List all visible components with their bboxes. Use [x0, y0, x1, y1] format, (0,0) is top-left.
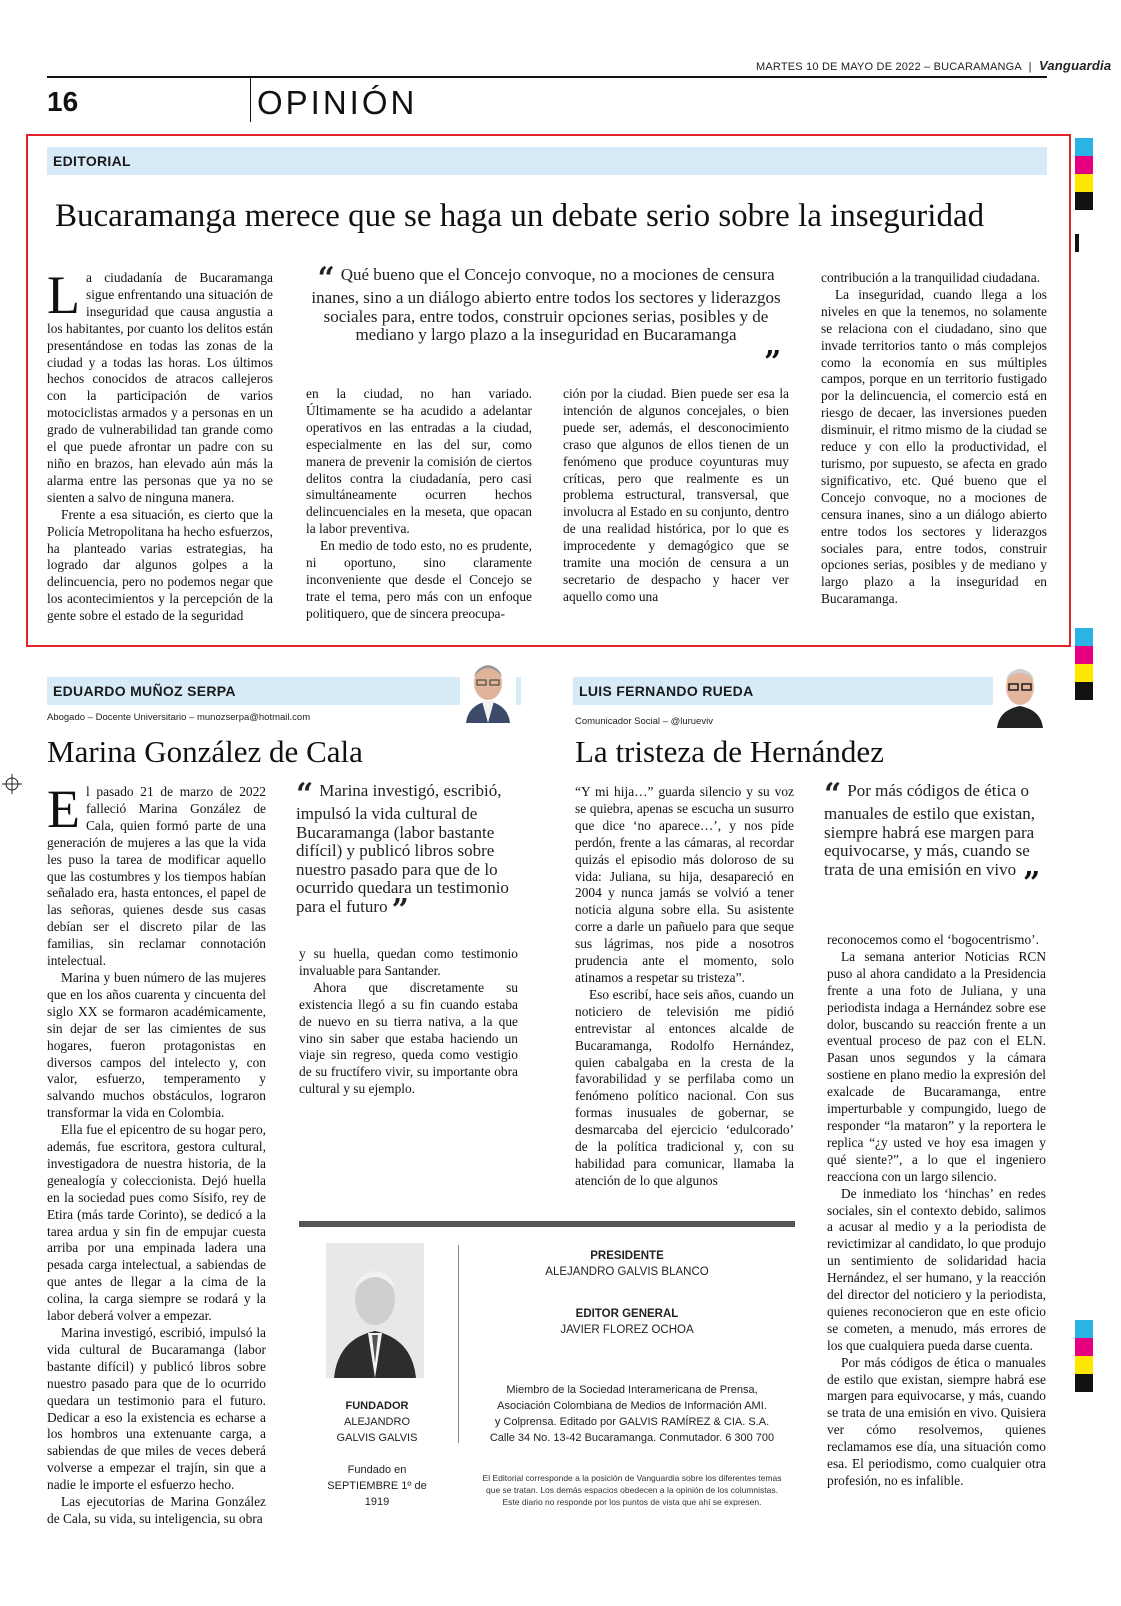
column-paragraph: Eso escribí, hace seis años, cuando un noticiero de televisión me pidió entrevistar al entonces alcalde de Bucaramanga, Rodolfo Hernández, quien cabalgaba en la cresta de la favorabilidad y se perfilaba como un fenómeno político nacional. Con sus formas inusuales de gobernar, se desmarcaba del ejercicio ‘edulcorado’ de la política tradicional y, con su habilidad para comunicar, llamaba la atención de lo que algunos [575, 986, 794, 1188]
editorial-paragraph: en la ciudad, no han variado. Últimamente se ha acudido a adelantar operativos en las entradas a la ciudad, especialmente en las del sur, como manera de prevenir la comisión de ciertos delitos contra la ciudadanía, pero casi simultáneamente ocurren hechos delincuenciales en la meseta, que opacan la labor preventiva. [306, 386, 532, 537]
editorial-paragraph: En medio de todo esto, no es prudente, ni oportuno, sino claramente inconveniente que desde el Concejo se trate el tema, pero más con un enfoque politiquero, que de sincera preocupa- [306, 538, 532, 621]
editor-name: JAVIER FLOREZ OCHOA [560, 1324, 694, 1336]
editorial-paragraph: Frente a esa situación, es cierto que la Policía Metropolitana ha hecho esfuerzos, ha planteado varias estrategias, ha logrado dar algunos golpes a la delincuencia, pero no podemos negar que los acontecimientos y la percepción de la gente sobre el estado de la seguridad [47, 506, 273, 624]
founded-date: SEPTIEMBRE 1º de 1919 [327, 1480, 427, 1508]
membership-line: Asociación Colombiana de Medios de Información AMI. [497, 1400, 767, 1412]
dateline-text: MARTES 10 DE MAYO DE 2022 – BUCARAMANGA [756, 61, 1022, 73]
editorial-pull-quote-text: Qué bueno que el Concejo convoque, no a mociones de censura inanes, sino a un diálogo abierto entre todos los sectores y liderazgos sociales para, entre todos, construir opciones serias, posibles y de mediano y largo plazo a la inseguridad en Bucaramanga [311, 265, 781, 344]
founder-name: ALEJANDRO [343, 1416, 411, 1428]
open-quote-icon: “ [824, 777, 842, 812]
editorial-column-3 [563, 386, 789, 606]
column-paragraph: Ella fue el epicentro de su hogar pero, además, fue escritora, gestora cultural, investigadora de nuestra historia, de la genealogía y coleccionista. Dejó huella en la sociedad pues como Sísifo, rey de Etira (más tarde Corinto), se dedicó a la tarea ardua y sin fin de empujar cuesta arriba por una empinada ladera una pesada carga intelectual, a sabiendas de que antes de llegar a la cima de la colina, la carga siempre se rodará y la labor deberá volver a empezar. [47, 1122, 266, 1324]
byline: Abogado – Docente Universitario – munozserpa@hotmail.com [47, 712, 311, 723]
editorial-column-1 [47, 265, 273, 625]
membership-block [462, 1382, 802, 1446]
column-paragraph: l pasado 21 de marzo de 2022 falleció Marina González de Cala, quien formó parte de una generación de mujeres a las que la vida les puso la tarea de modificar aquello que las costumbres y los tiempos habían señalado era, hasta entonces, el papel de las señoras, quienes desde sus casas debían ser el discreto pilar de las familias, sin reclamar connotación intelectual. [47, 784, 266, 969]
founder-label: FUNDADOR [345, 1400, 409, 1412]
brand-logo: Vanguardia [1038, 58, 1112, 73]
color-registration-bar [1075, 234, 1089, 252]
close-quote-icon: ” [764, 345, 782, 380]
author-name: EDUARDO MUÑOZ SERPA [53, 683, 236, 699]
disclaimer-line: El Editorial corresponde a la posición de Vanguardia sobre los diferentes temas [482, 1473, 782, 1483]
disclaimer [462, 1472, 802, 1508]
close-quote-icon: ” [391, 892, 409, 928]
editorial-paragraph: a ciudadanía de Bucaramanga sigue enfrentando una situación de inseguridad que causa angustia a los habitantes, por cuanto los delitos están presentándose en todas las zonas de la ciudad y a todas las horas. Los últimos hechos conocidos de atracos callejeros con la participación de varios motociclistas armados y a personas en un grado de vulnerabilidad tan grande como el que puede afrontar un padre con su niño en brazos, han elevado aún más la alarma entre las personas que ya no se sienten a salvo de ninguna manera. [47, 270, 273, 505]
pull-quote-text: Por más códigos de ética o manuales de estilo que existan, siempre habrá ese margen para equivocarse, y más, cuando se trata de una emisión en vivo [824, 781, 1036, 879]
author-photo [993, 660, 1047, 728]
editorial-paragraph: contribución a la tranquilidad ciudadana. [821, 270, 1041, 285]
editorial-pull-quote [304, 261, 788, 345]
column-title: La tristeza de Hernández [575, 734, 884, 769]
column-left-pull-quote [296, 777, 518, 928]
editorial-title: Bucaramanga merece que se haga un debate serio sobre la inseguridad [55, 198, 985, 234]
membership-line: y Colprensa. Editado por GALVIS RAMÍREZ & CIA. S.A. [494, 1416, 770, 1428]
column-paragraph: Marina y buen número de las mujeres que en los años cuarenta y cincuenta del siglo XX se formaron académicamente, sin dejar de ser las cimientes de sus hogares, fueron protagonistas en diversos campos del intelecto y, con valor, esfuerzo, temperamento y salvando muchos obstáculos, lograron transformar la vida en Colombia. [47, 969, 266, 1121]
header-rule [47, 76, 1047, 78]
column-paragraph: Las ejecutorias de Marina González de Cala, su vida, su inteligencia, su obra [47, 1494, 266, 1526]
section-title: OPINIÓN [257, 84, 418, 121]
column-right-body-1 [575, 784, 794, 1190]
editorial-paragraph: La inseguridad, cuando llega a los niveles en que la tenemos, no solamente se relaciona con el ciudadano, sino que invade territorios tanto o más complejos como la economía en sus múltiples campos, porque en un territorio fustigado por la delincuencia, el comercio está en riesgo de decaer, las inversiones pueden disminuir, el ritmo mismo de la ciudad se reduce y con ello la productividad, el turismo, por supuesto, se afecta en grado significativo, etc. Qué bueno que el Concejo convoque, no a mociones de censura inanes, sino a un diálogo abierto entre todos los sectores y liderazgos sociales para, entre todos, construir opciones serias, posibles y de mediano y largo plazo a la inseguridad en Bucaramanga. [821, 286, 1047, 607]
editor-label: EDITOR GENERAL [575, 1308, 679, 1320]
open-quote-icon: “ [317, 261, 335, 296]
author-name: LUIS FERNANDO RUEDA [579, 683, 754, 699]
column-paragraph: “Y mi hija…” guarda silencio y su voz se quiebra, apenas se escucha un susurro que dice ‘no aparece…’, y nos pide perdón, frente a las cámaras, al recordar quizás el episodio más doloroso de su vida: Juliana, su hija, desapareció en 2004 y nunca jamás se volvió a tener noticia alguna sobre ella. Su asistente corre a darle un pañuelo para que seque sus lágrimas, nos pide a nosotros prudencia ante el momento, solo atinamos a respetar su tristeza”. [575, 784, 794, 985]
color-registration-bar [1075, 1320, 1093, 1392]
page-number: 16 [47, 86, 79, 117]
column-paragraph: La semana anterior Noticias RCN puso al ahora candidato a la Presidencia frente a una foto de Juliana, y una periodista indaga a Hernández sobre ese dolor, buscando su reacción frente a un eventual proceso de paz con el ELN. Pasan unos segundos y la cámara sostiene en plano medio la expresión del exalcade de Bucaramanga, entre imperturbable y compungido, luego de responder “la mataron” y la reportera le replica “¿y usted ve hoy esa imagen y qué siente?”, a lo que el ingeniero reacciona con un largo silencio. [827, 948, 1046, 1184]
byline: Comunicador Social – @lurueviv [575, 716, 713, 727]
column-paragraph: reconocemos como el ‘bogocentrismo’. [827, 932, 1039, 947]
founded-label: Fundado en [347, 1464, 407, 1476]
masthead-divider [458, 1245, 459, 1443]
masthead-rule [299, 1221, 795, 1227]
editorial-label-bar [47, 147, 1047, 175]
crosshair-icon [2, 774, 22, 794]
column-paragraph: Ahora que discretamente su existencia llegó a su fin cuando estaba de nuevo en su tierra nativa, a la que vino sin saber que estaba haciendo un viaje sin regreso, queda como vestigio de su fructífero vivir, su importante obra cultural y su ejemplo. [299, 979, 518, 1097]
color-registration-bar [1075, 628, 1093, 700]
color-registration-bar [1075, 138, 1093, 210]
close-quote-icon: ” [1023, 866, 1041, 901]
column-paragraph: Marina investigó, escribió, impulsó la vida cultural de Bucaramanga (labor bastante difícil) y publicó libros sobre nuestro pasado para que de lo ocurrido quedara un testimonio para el futuro. Dedicar a eso la existencia es echarse a los hombros una extenuante carga, a sabiendas de que miles de veces deberá volverse a empezar el trajín, sin que a nadie le importe el esfuerzo hecho. [47, 1325, 266, 1493]
editorial-column-2 [306, 386, 532, 623]
author-photo [460, 655, 516, 723]
editorial-column-4 [821, 270, 1047, 608]
column-paragraph: De inmediato los ‘hinchas’ en redes sociales, sin el contexto debido, salimos a acusar al medio y a la periodista de revictimizar al candidato, lo que produjo un sentimiento de solidaridad hacia Hernández, el ser humano, y la reacción del director del noticiero y la periodista, quienes reconocieron que en este oficio se cometen, a menudo, más errores de los que cualquiera pueda darse cuenta. [827, 1185, 1046, 1353]
president-name: ALEJANDRO GALVIS BLANCO [545, 1266, 709, 1278]
founder-photo [326, 1243, 424, 1378]
column-paragraph: Por más códigos de ética o manuales de estilo que existan, siempre habrá ese margen para equivocarse, y más, cuando se trata de una emisión en vivo. Quisiera ver cómo resolvemos, quienes reclamamos ese día, una situación como esa. El periodismo, como cualquier otra profesión, no es infalible. [827, 1354, 1046, 1488]
staff-block [485, 1248, 769, 1338]
address-line: Calle 34 No. 13-42 Bucaramanga. Conmutador. 6 300 700 [489, 1432, 775, 1444]
editorial-label: EDITORIAL [53, 153, 131, 169]
open-quote-icon: “ [296, 777, 314, 812]
author-bar-right [573, 677, 1047, 705]
column-paragraph: y su huella, quedan como testimonio invaluable para Santander. [299, 946, 518, 978]
president-label: PRESIDENTE [590, 1250, 664, 1262]
founder-name: GALVIS GALVIS [336, 1432, 418, 1444]
column-title: Marina González de Cala [47, 734, 363, 769]
section-divider [250, 76, 251, 122]
disclaimer-line: que se tratan. Los demás espacios obedecen a la opinión de los columnistas. [485, 1485, 779, 1495]
drop-cap: L [47, 265, 80, 325]
drop-cap: E [47, 779, 80, 839]
founder-block [318, 1398, 436, 1510]
editorial-paragraph: ción por la ciudad. Bien puede ser esa la intención de algunos concejales, o bien puede ser, además, el desconocimiento craso que algunos de ellos tienen de un fenómeno que produce coyunturas muy críticas, pero que realmente es un problema estructural, transversal, que involucra al Estado en su conjunto, dentro de una realidad histórica, por lo que es improcedente y demagógico que se tramite una moción de censura a un secretario de despacho y hacer ver aquello como una [563, 386, 789, 604]
column-left-body-1 [47, 779, 266, 1528]
membership-line: Miembro de la Sociedad Interamericana de Prensa, [506, 1384, 758, 1396]
author-bar-left [47, 677, 521, 705]
column-right-pull-quote [824, 777, 1046, 879]
column-right-body-2 [827, 932, 1046, 1490]
pull-quote-text: Marina investigó, escribió, impulsó la vida cultural de Bucaramanga (labor bastante difícil) y publicó libros sobre nuestro pasado para que de lo ocurrido quedara un testimonio para el futuro [296, 781, 509, 916]
disclaimer-line: Este diario no responde por los puntos de vista que ahí se expresen. [502, 1497, 762, 1507]
column-left-body-2 [299, 946, 518, 1098]
dateline: MARTES 10 DE MAYO DE 2022 – BUCARAMANGA | Vanguardia [756, 58, 1112, 73]
